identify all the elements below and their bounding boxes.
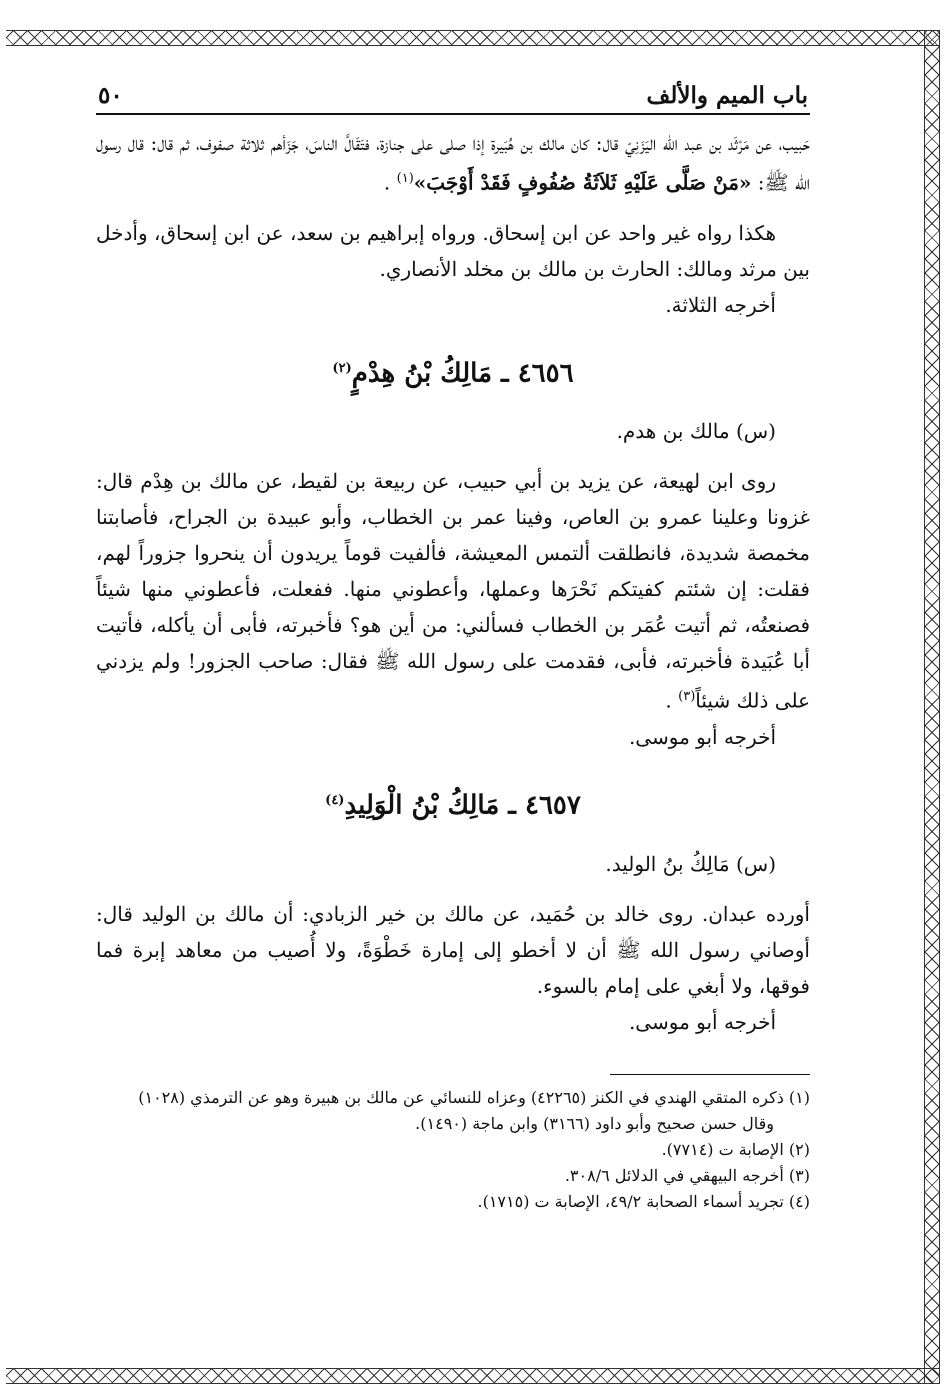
footnote-4: (٤) تجريد أسماء الصحابة ٤٩/٢، الإصابة ت (١٧١٥). (477, 1191, 810, 1211)
source-note-4656: أخرجه أبو موسى. (628, 724, 776, 749)
entry-body-4657: أورده عبدان. روى خالد بن حُمَيد، عن مالك بن خير الزبادي: أن مالك بن الوليد قال: أوصاني رسول الله ﷺ أن لا أخطو إلى إمارة خَطْوَةً، ولا أُصيب من معاهد إبرة فما فوقها، ولا أبغي على إمام بالسوء. (96, 901, 810, 998)
entry-title-4656: ٤٦٥٦ ـ مَالِكُ بْنُ هِدْمٍ (351, 358, 574, 389)
ornamental-border-right (924, 30, 940, 1384)
narration-note: هكذا رواه غير واحد عن ابن إسحاق. ورواه إبراهيم بن سعد، عن ابن إسحاق، وأدخل بين مرثد ومالك: الحارث بن مالك بن مخلد الأنصاري. (96, 220, 810, 281)
entry-heading-4657 (96, 781, 810, 826)
intro-paragraph: حَبيب، عن مَرْثَد بن عبد الله اليَزَنِيّ قال: كان مالك بن هُبَيرة إذا صلى على جنازة، فتَقَالَّ الناسَ، جَزَأهم ثلاثة صفوف، ثم قال: قال رسول الله ﷺ: «مَنْ صَلَّى عَلَيْهِ ثَلاَثَةُ صُفُوفٍ فَقَدْ أَوْجَبَ»$^{(١)}$ . (96, 131, 810, 195)
footnote-ref-2: (٢) (332, 360, 352, 376)
ornamental-border-top (6, 30, 940, 46)
footnote-1: (١) ذكره المتقي الهندي في الكنز (٤٢٢٦٥) وعزاه للنسائي عن مالك بن هبيرة وهو عن الترمذي (١٠٢٨) (138, 1087, 810, 1107)
ornamental-border-bottom (6, 1368, 940, 1384)
chapter-title: باب الميم والألف (646, 82, 808, 109)
footnote-ref-3: (٣) (678, 689, 696, 705)
entry-sigil-4657: (س) مَالِكُ بنُ الوليد. (605, 851, 776, 876)
footnote-ref-4: (٤) (325, 792, 345, 808)
entry-body-4656: روى ابن لهيعة، عن يزيد بن أبي حبيب، عن ربيعة بن لقيط، عن مالك بن هِدْم قال: غزونا وعلينا عمرو بن العاص، وفينا عمر بن الخطاب، وأبو عبيدة بن الجراح، فأصابتنا مخمصة شديدة، فانطلقت ألتمس المعيشة، فألفيت قوماً يريدون أن ينحروا جزوراً لهم، فقلت: إن شئتم كفيتكم نَحْرَها وعملها، وأعطوني منها. ففعلت، فأعطوني منها شيئاً فصنعتُه، ثم أتيت عُمَر بن الخطاب فسألني: من أين هو؟ فأخبرته، فأبى أن يأكله، فأتيت أبا عُبَيدة فأخبرته، فأبى، فقدمت على رسول الله ﷺ فقال: صاحب الجزور! ولم يزدني على ذلك شيئاً$^{(٣)}$ . (96, 469, 810, 713)
footnote-divider (610, 1074, 810, 1075)
hadith-quote: «مَنْ صَلَّى عَلَيْهِ ثَلاَثَةُ صُفُوفٍ فَقَدْ أَوْجَبَ» (413, 170, 752, 195)
footnote-3: (٣) أخرجه البيهقي في الدلائل ٣٠٨/٦. (564, 1165, 810, 1185)
running-header (96, 82, 810, 115)
footnote-1-continued: وقال حسن صحيح وأبو داود (٣١٦٦) وابن ماجة (١٤٩٠). (415, 1113, 774, 1133)
entry-title-4657: ٤٦٥٧ ـ مَالِكُ بْنُ الْوَلِيدِ (344, 790, 581, 821)
source-note-4657: أخرجه أبو موسى. (628, 1009, 776, 1034)
entry-body-text-4656: روى ابن لهيعة، عن يزيد بن أبي حبيب، عن ربيعة بن لقيط، عن مالك بن هِدْم قال: غزونا وعلينا عمرو بن العاص، وفينا عمر بن الخطاب، وأبو عبيدة بن الجراح، فأصابتنا مخمصة شديدة، فانطلقت ألتمس المعيشة، فألفيت قوماً يريدون أن ينحروا جزوراً لهم، فقلت: إن شئتم كفيتكم نَحْرَها وعملها، وأعطوني منها. ففعلت، فأعطوني منها شيئاً فصنعتُه، ثم أتيت عُمَر بن الخطاب فسألني: من أين هو؟ فأخبرته، فأبى أن يأكله، فأتيت أبا عُبَيدة فأخبرته، فأبى، فقدمت على رسول الله ﷺ فقال: صاحب الجزور! ولم يزدني على ذلك شيئاً (96, 469, 810, 713)
entry-heading-4656 (96, 349, 810, 394)
footnote-ref-1: (١) (396, 171, 414, 186)
intro-text: حَبيب، عن مَرْثَد بن عبد الله اليَزَنِيّ قال: كان مالك بن هُبَيرة إذا صلى على جنازة، فتَقَالَّ الناسَ، جَزَأهم ثلاثة صفوف، ثم قال: قال رسول الله ﷺ: (96, 131, 810, 195)
page-content (96, 82, 810, 1215)
source-note-1: أخرجه الثلاثة. (665, 292, 776, 317)
footnote-2: (٢) الإصابة ت (٧٧١٤). (661, 1139, 810, 1159)
entry-sigil-4656: (س) مالك بن هدم. (616, 419, 776, 444)
page-number: ٥٠ (98, 82, 123, 109)
